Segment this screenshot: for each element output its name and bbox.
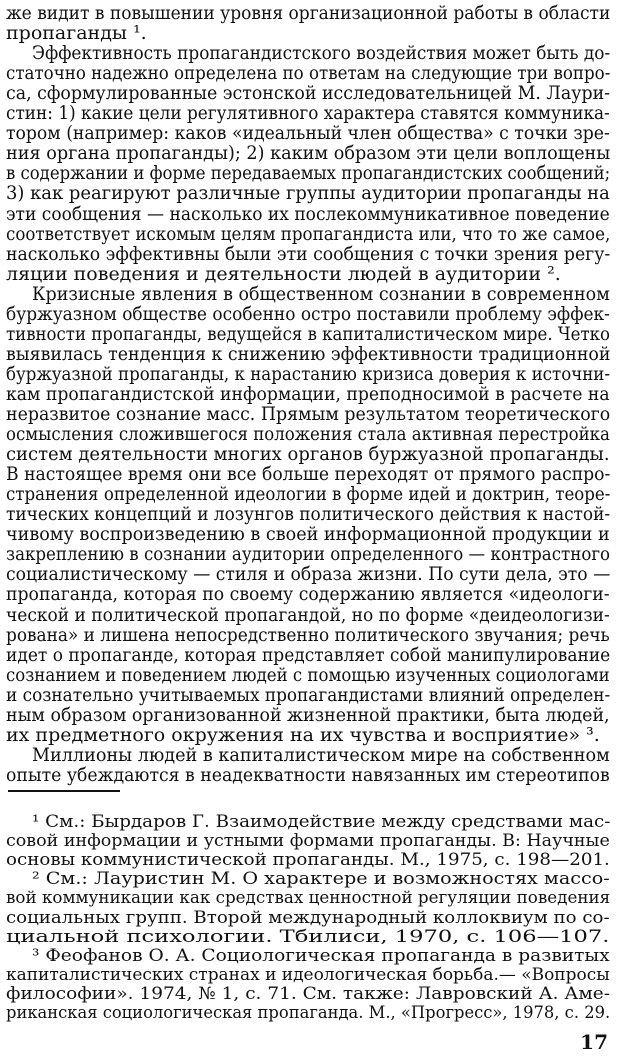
page-number: 17 [580,1030,608,1054]
footnote-line: вой коммуникации как средствах ценностной регуляции поведения [6,888,611,909]
footnote-line: совой информации и устными формами пропаганды. В: Научные [6,831,610,852]
body-line: В настоящее время они все больше переходят от прямого распро- [6,463,611,486]
body-line: пропаганда, которая по своему содержанию является «идеологи- [6,583,610,606]
body-line: тивности пропаганды, ведущейся в капиталистическом мире. Четко [6,322,610,345]
footnote-line: социальных групп. Второй международный коллоквиум по со- [6,907,610,928]
body-line: осмысления сложившегося положения стала активная перестройка [6,423,610,446]
body-line: стин: 1) какие цели регулятивного характера ставятся коммуника- [6,102,610,125]
footnote-line: ³ Феофанов О. А. Социологическая пропаганда в развитых [32,945,610,966]
body-line: ния органа пропаганды); 2) каким образом эти цели воплощены [6,142,611,165]
body-line: опыте убеждаются в неадекватности навязанных им стереотипов [6,763,610,786]
body-line: их предметного окружения на их чувства и восприятие» ³. [6,723,600,746]
footnote-line: философии». 1974, № 1, с. 71. См. также: Лавровский А. Аме- [6,983,610,1004]
footnote-line: ¹ См.: Бырдаров Г. Взаимодействие между средствами мас- [32,812,611,832]
footnote-line: циальной психологии. Тбилиси, 1970, с. 106—107. [6,926,610,947]
body-line: кам пропагандистской информации, преподносимой в расчете на [6,382,610,405]
body-line: рована» и лишена непосредственно политического звучания; речь [6,623,610,646]
body-line: неразвитое сознание масс. Прямым результатом теоретического [6,403,611,425]
body-line: буржуазной пропаганды, к нарастанию кризиса доверия к источни- [6,362,610,385]
body-line: идет о пропаганде, которая представляет собой манипулирование [6,643,611,666]
footnote-line: капиталистических странах и идеологическая борьба.— «Вопросы [6,964,610,985]
body-line: сознанием и поведением людей с помощью изученных социологами [6,663,610,686]
body-line: эти сообщения — насколько их послекоммуникативное поведение [6,202,610,225]
footnote-line: основы коммунистической пропаганды. М., 1975, с. 198—201. [6,850,610,871]
body-line: насколько эффективны были эти сообщения с точки зрения регу- [6,242,611,265]
body-line: соответствует искомым целям пропагандиста или, что то же самое, [6,222,611,245]
body-line: пропаганды ¹. [6,22,147,45]
body-line: ным образом организованной жизненной практики, быта людей, [6,703,610,726]
body-line: са, сформулированные эстонской исследовательницей М. Лаури- [6,82,611,105]
body-line: тических концепций и лозунгов политического действия к настой- [6,503,611,526]
body-line: систем деятельности многих органов буржуазной пропаганды. [6,443,610,466]
footnote-line: риканская социологическая пропаганда. М., «Прогресс», 1978, с. 29. [6,1003,611,1023]
footnote-divider [8,790,120,792]
body-line: закреплению в сознании аудитории определенного — контрастного [6,543,611,566]
body-line: социалистическому — стиля и образа жизни. По сути дела, это — [6,563,611,586]
body-line: тором (например: каков «идеальный член общества» с точки зре- [6,122,610,145]
body-line: статочно надежно определена по ответам на следующие три вопро- [6,62,611,85]
body-line: ческой и политической пропагандой, но по форме «деидеологизи- [6,603,610,626]
footnote-line: ² См.: Лауристин М. О характере и возможностях массо- [32,869,610,890]
body-line: 3) как реагируют различные группы аудитории пропаганды на [6,182,610,205]
body-line: выявилась тенденция к снижению эффективности традиционной [6,342,611,365]
body-line: странения определенной идеологии в форме идей и доктрин, теоре- [6,483,611,506]
body-line: Эффективность пропагандистского воздействия может быть до- [32,42,611,65]
body-line: в содержании и форме передаваемых пропагандистских сообщений; [6,162,611,185]
body-line: ляции поведения и деятельности людей в аудитории ². [6,262,561,285]
body-line: же видит в повышении уровня организационной работы в области [6,2,611,24]
body-line: Кризисные явления в общественном сознании в современном [32,282,610,305]
body-line: Миллионы людей в капиталистическом мире на собственном [32,743,610,766]
body-line: чивому воспроизведению в своей информационной продукции и [6,523,610,546]
book-page [6,0,614,1062]
body-line: буржуазном обществе особенно остро поставили проблему эффек- [6,302,610,325]
body-line: и сознательно учитываемых пропагандистами влияний определен- [6,683,611,706]
